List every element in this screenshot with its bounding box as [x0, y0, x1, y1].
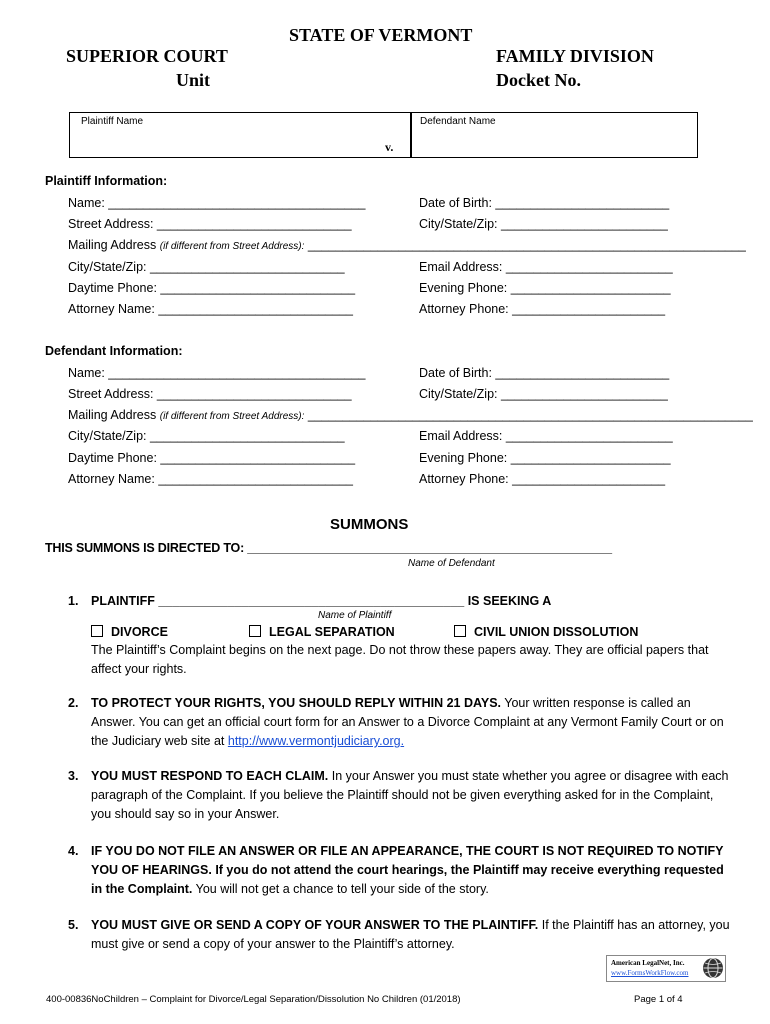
- defendant-name-label: Defendant Name: [420, 116, 496, 127]
- mailing-label: Mailing Address: [68, 238, 157, 252]
- plaintiff-name-field[interactable]: Name: _____________________________________: [68, 196, 366, 210]
- name-of-defendant-caption: Name of Defendant: [408, 558, 495, 569]
- defendant-csz-right-field[interactable]: City/State/Zip: ________________________: [419, 387, 668, 401]
- judiciary-website-link[interactable]: http://www.vermontjudiciary.org.: [227, 734, 405, 748]
- mailing-note: (if different from Street Address):: [159, 241, 305, 252]
- plaintiff-atty-name-field[interactable]: Attorney Name: ____________________________: [68, 302, 353, 316]
- form-id: 400-00836NoChildren – Complaint for Divorce/Legal Separation/Dissolution No Children (01/2018): [46, 994, 461, 1005]
- defendant-atty-phone-field[interactable]: Attorney Phone: ______________________: [419, 472, 666, 486]
- plaintiff-dob-field[interactable]: Date of Birth: _________________________: [419, 196, 670, 210]
- defendant-csz-left-field[interactable]: City/State/Zip: ____________________________: [68, 429, 345, 443]
- plaintiff-eve-phone-field[interactable]: Evening Phone: _______________________: [419, 281, 671, 295]
- item-3-number: 3.: [68, 769, 79, 783]
- legal-separation-checkbox[interactable]: [249, 625, 261, 637]
- defendant-info-title: Defendant Information:: [45, 344, 183, 358]
- divorce-label: DIVORCE: [111, 625, 168, 639]
- defendant-dob-field[interactable]: Date of Birth: _________________________: [419, 366, 670, 380]
- plaintiff-street-field[interactable]: Street Address: ____________________________: [68, 217, 352, 231]
- defendant-street-field[interactable]: Street Address: ____________________________: [68, 387, 352, 401]
- plaintiff-csz-right-field[interactable]: City/State/Zip: ________________________: [419, 217, 668, 231]
- item-4-number: 4.: [68, 844, 79, 858]
- name-of-plaintiff-caption: Name of Plaintiff: [318, 610, 392, 621]
- defendant-day-phone-field[interactable]: Daytime Phone: ____________________________: [68, 451, 356, 465]
- globe-logo-icon: [702, 957, 724, 979]
- summons-title: SUMMONS: [330, 516, 409, 533]
- mailing-line: ________________________________________________________________: [307, 408, 753, 422]
- plaintiff-day-phone-field[interactable]: Daytime Phone: ____________________________: [68, 281, 356, 295]
- item-3-text: In your Answer you must state whether you agree or disagree with each paragraph of the Complaint. If you believe the Plaintiff should not be given everything asked for in the Complaint, you should say so in your Answer.: [91, 769, 729, 821]
- legalnet-stamp: [606, 955, 726, 982]
- item-2-heading: TO PROTECT YOUR RIGHTS, YOU SHOULD REPLY WITHIN 21 DAYS.: [91, 696, 502, 710]
- item-3-heading: YOU MUST RESPOND TO EACH CLAIM.: [91, 769, 329, 783]
- docket-label: Docket No.: [496, 70, 581, 90]
- court-name: SUPERIOR COURT: [66, 46, 228, 66]
- item-5-number: 5.: [68, 918, 79, 932]
- stamp-url[interactable]: www.FormsWorkFlow.com: [611, 969, 689, 977]
- plaintiff-info-title: Plaintiff Information:: [45, 174, 168, 188]
- plaintiff-email-field[interactable]: Email Address: ________________________: [419, 260, 673, 274]
- item-2-text: Your written response is called an Answer. You can get an official court form for an Answer to a Divorce Complaint at any Vermont Family Court or on the Judiciary web site at: [91, 696, 724, 748]
- divorce-checkbox[interactable]: [91, 625, 103, 637]
- defendant-name-box[interactable]: [410, 112, 698, 158]
- item-1-number: 1.: [68, 594, 79, 608]
- mailing-line: _______________________________________________________________: [307, 238, 746, 252]
- plaintiff-name-box[interactable]: [69, 112, 412, 158]
- defendant-email-field[interactable]: Email Address: ________________________: [419, 429, 673, 443]
- state-title: STATE OF VERMONT: [289, 25, 473, 45]
- stamp-company: American LegalNet, Inc.: [611, 959, 685, 967]
- defendant-mailing-field[interactable]: [68, 408, 753, 422]
- summons-directed-to[interactable]: THIS SUMMONS IS DIRECTED TO: ______________________________________________________: [45, 541, 612, 555]
- defendant-atty-name-field[interactable]: Attorney Name: ____________________________: [68, 472, 353, 486]
- item-5-paragraph: [91, 916, 731, 954]
- civil-union-checkbox[interactable]: [454, 625, 466, 637]
- division-name: FAMILY DIVISION: [496, 46, 654, 66]
- plaintiff-name-label: Plaintiff Name: [81, 116, 144, 127]
- versus-label: v.: [385, 140, 394, 154]
- item-5-heading: YOU MUST GIVE OR SEND A COPY OF YOUR ANSWER TO THE PLAINTIFF.: [91, 918, 539, 932]
- plaintiff-atty-phone-field[interactable]: Attorney Phone: ______________________: [419, 302, 666, 316]
- legal-separation-label: LEGAL SEPARATION: [269, 625, 395, 639]
- mailing-label: Mailing Address: [68, 408, 157, 422]
- item-3-paragraph: [91, 767, 731, 824]
- mailing-note: (if different from Street Address):: [159, 411, 305, 422]
- defendant-name-field[interactable]: Name: _____________________________________: [68, 366, 366, 380]
- option-legal-separation[interactable]: [249, 625, 395, 639]
- item-4-text: You will not get a chance to tell your side of the story.: [192, 882, 489, 896]
- option-civil-union[interactable]: [454, 625, 638, 639]
- option-divorce[interactable]: [91, 625, 168, 639]
- plaintiff-csz-left-field[interactable]: City/State/Zip: ____________________________: [68, 260, 345, 274]
- civil-union-label: CIVIL UNION DISSOLUTION: [474, 625, 639, 639]
- plaintiff-mailing-field[interactable]: [68, 238, 746, 252]
- item-1-plaintiff-line[interactable]: PLAINTIFF ____________________________________________ IS SEEKING A: [91, 594, 552, 608]
- item-5-text: If the Plaintiff has an attorney, you must give or send a copy of your answer to the Plaintiff’s attorney.: [91, 918, 730, 951]
- item-4-heading: IF YOU DO NOT FILE AN ANSWER OR FILE AN APPEARANCE, THE COURT IS NOT REQUIRED TO NOTIFY YOU OF HEARINGS. If you do not attend the court hearings, the Plaintiff may receive everything requested in the Complaint.: [91, 844, 724, 896]
- page-number: Page 1 of 4: [634, 994, 683, 1005]
- item-2-paragraph: [91, 694, 731, 751]
- item-4-paragraph: [91, 842, 731, 899]
- item-1-text: The Plaintiff’s Complaint begins on the next page. Do not throw these papers away. They are official papers that affect your rights.: [91, 643, 709, 676]
- unit-label: Unit: [176, 70, 211, 90]
- defendant-eve-phone-field[interactable]: Evening Phone: _______________________: [419, 451, 671, 465]
- item-2-number: 2.: [68, 696, 79, 710]
